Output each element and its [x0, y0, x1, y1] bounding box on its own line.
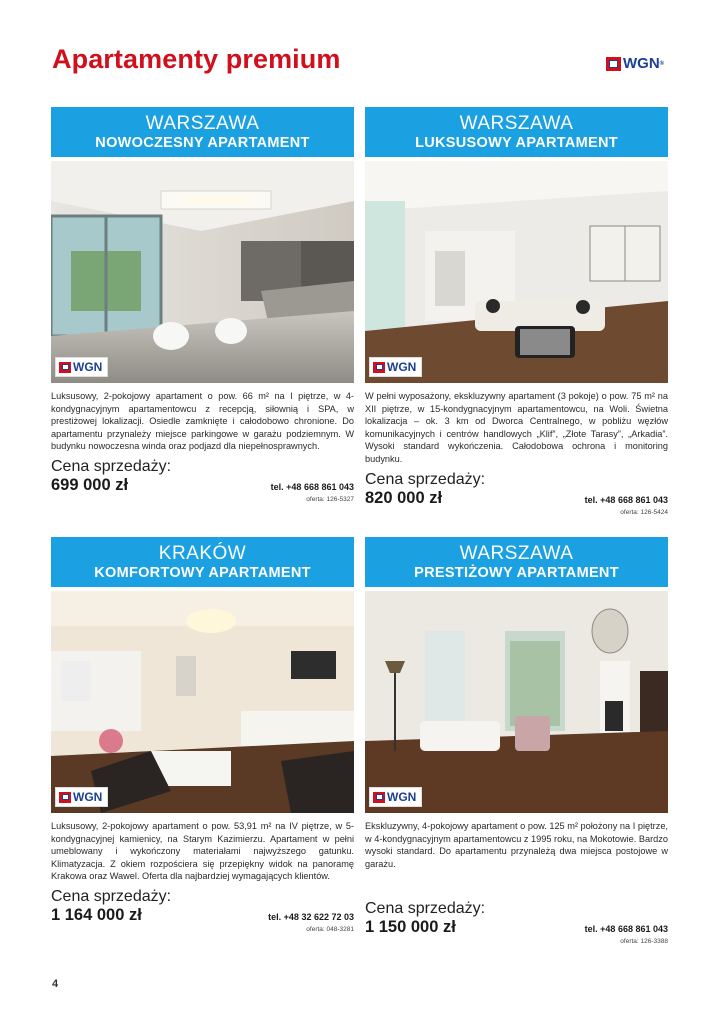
price-value: 1 150 000 zł — [365, 918, 456, 936]
offer-number: oferta: 126-3388 — [620, 938, 668, 945]
phone-number: tel. +48 668 861 043 — [584, 924, 668, 934]
wgn-logo-icon — [373, 792, 385, 803]
card-type: KOMFORTOWY APARTAMENT — [94, 565, 311, 581]
card-description: W pełni wyposażony, ekskluzywny apartament (3 pokoje) o pow. 75 m² na XII piętrze, w 15-kondygnacyjnym apartamentowcu, na Woli. Świetna lokalizacja – ok. 3 km od Dworca Centralnego, w pobliżu węzłów komunikacyjnych i centrów handlowych „Klif”, „Złote Tarasy”, „Arkadia”. Wysoki standard wykończenia. Całodobowa ochrona i monitoring budynku. — [365, 391, 668, 464]
price-label: Cena sprzedaży: — [51, 457, 172, 475]
card-header — [365, 537, 668, 587]
price-value: 1 164 000 zł — [51, 905, 142, 924]
price-value: 820 000 zł — [365, 488, 443, 507]
price-label: Cena sprzedaży: — [51, 887, 172, 905]
photo-watermark-logo: WGN — [55, 357, 108, 377]
wgn-logo-icon — [59, 362, 71, 373]
price-value: 699 000 zł — [51, 475, 129, 494]
phone-number: tel. +48 668 861 043 — [584, 494, 668, 505]
card-description: Luksusowy, 2-pokojowy apartament o pow. 53,91 m² na IV piętrze, w 5-kondygnacyjnej kamienicy, na Starym Kazimierzu. Apartament w pełni umeblowany i wykończony materiałami najwyższego gatunku. Klimatyzacja. Z okiem rozpościera się przepiękny widok na panoramę Krakowa oraz Wawel. Oferta dla najbardziej wymagających klientów. — [51, 821, 354, 882]
phone-number: tel. +48 32 622 72 03 — [268, 911, 354, 922]
listing-photo — [365, 591, 668, 813]
page-title: Apartamenty premium — [52, 44, 341, 74]
card-header — [51, 107, 354, 157]
card-city: WARSZAWA — [459, 543, 574, 564]
lobby-photo-image — [51, 161, 354, 383]
listing-card-2 — [365, 107, 668, 516]
card-header — [365, 107, 668, 157]
offer-number: oferta: 126-5327 — [306, 495, 354, 503]
listing-photo — [51, 591, 354, 813]
photo-watermark-logo: WGN — [369, 357, 422, 377]
brand-name: WGN — [623, 55, 660, 72]
card-description: Ekskluzywny, 4-pokojowy apartament o pow. 125 m² położony na I piętrze, w 4-kondygnacyjnym apartamentowcu z 1995 roku, na Mokotowie. Bardzo wysoki standard. Do apartamentu przynależą dwa miejsca postojowe w garażu. — [365, 821, 668, 869]
card-type: PRESTIŻOWY APARTAMENT — [414, 565, 619, 581]
listing-photo — [365, 161, 668, 383]
card-description: Luksusowy, 2-pokojowy apartament o pow. 66 m² na I piętrze, w 4-kondygnacyjnym apartamentowcu z recepcją, siłownią i SPA, w prestiżowej lokalizacji. Osiedle zamknięte i całodobowo chronione. Do apartamentu przynależy miejsce parkingowe w garażu podziemnym. W budynku nowoczesna winda oraz podjazd dla niepełnosprawnych. — [51, 391, 354, 452]
card-header — [51, 537, 354, 587]
photo-watermark-logo: WGN — [55, 787, 108, 807]
kitchen-living-photo-image — [51, 591, 354, 813]
card-type: NOWOCZESNY APARTAMENT — [95, 135, 310, 151]
wgn-logo-icon — [59, 792, 71, 803]
card-type: LUKSUSOWY APARTAMENT — [415, 135, 618, 151]
photo-watermark-logo: WGN — [369, 787, 422, 807]
salon-photo-image — [365, 591, 668, 813]
listing-photo — [51, 161, 354, 383]
listing-card-1 — [51, 107, 354, 503]
living-room-photo-image — [365, 161, 668, 383]
brand-logo: WGN ® — [606, 55, 664, 72]
wgn-logo-icon — [373, 362, 385, 373]
offer-number: oferta: 126-5424 — [620, 508, 668, 516]
price-label: Cena sprzedaży: — [365, 470, 486, 488]
listing-card-4 — [365, 537, 668, 945]
card-city: KRAKÓW — [158, 543, 247, 564]
wgn-logo-icon — [606, 57, 621, 71]
card-city: WARSZAWA — [459, 113, 574, 134]
listing-card-3 — [51, 537, 354, 933]
price-label: Cena sprzedaży: — [365, 900, 486, 917]
offer-number: oferta: 048-3281 — [306, 925, 354, 933]
card-city: WARSZAWA — [145, 113, 260, 134]
phone-number: tel. +48 668 861 043 — [270, 481, 354, 492]
page-number: 4 — [52, 978, 59, 990]
